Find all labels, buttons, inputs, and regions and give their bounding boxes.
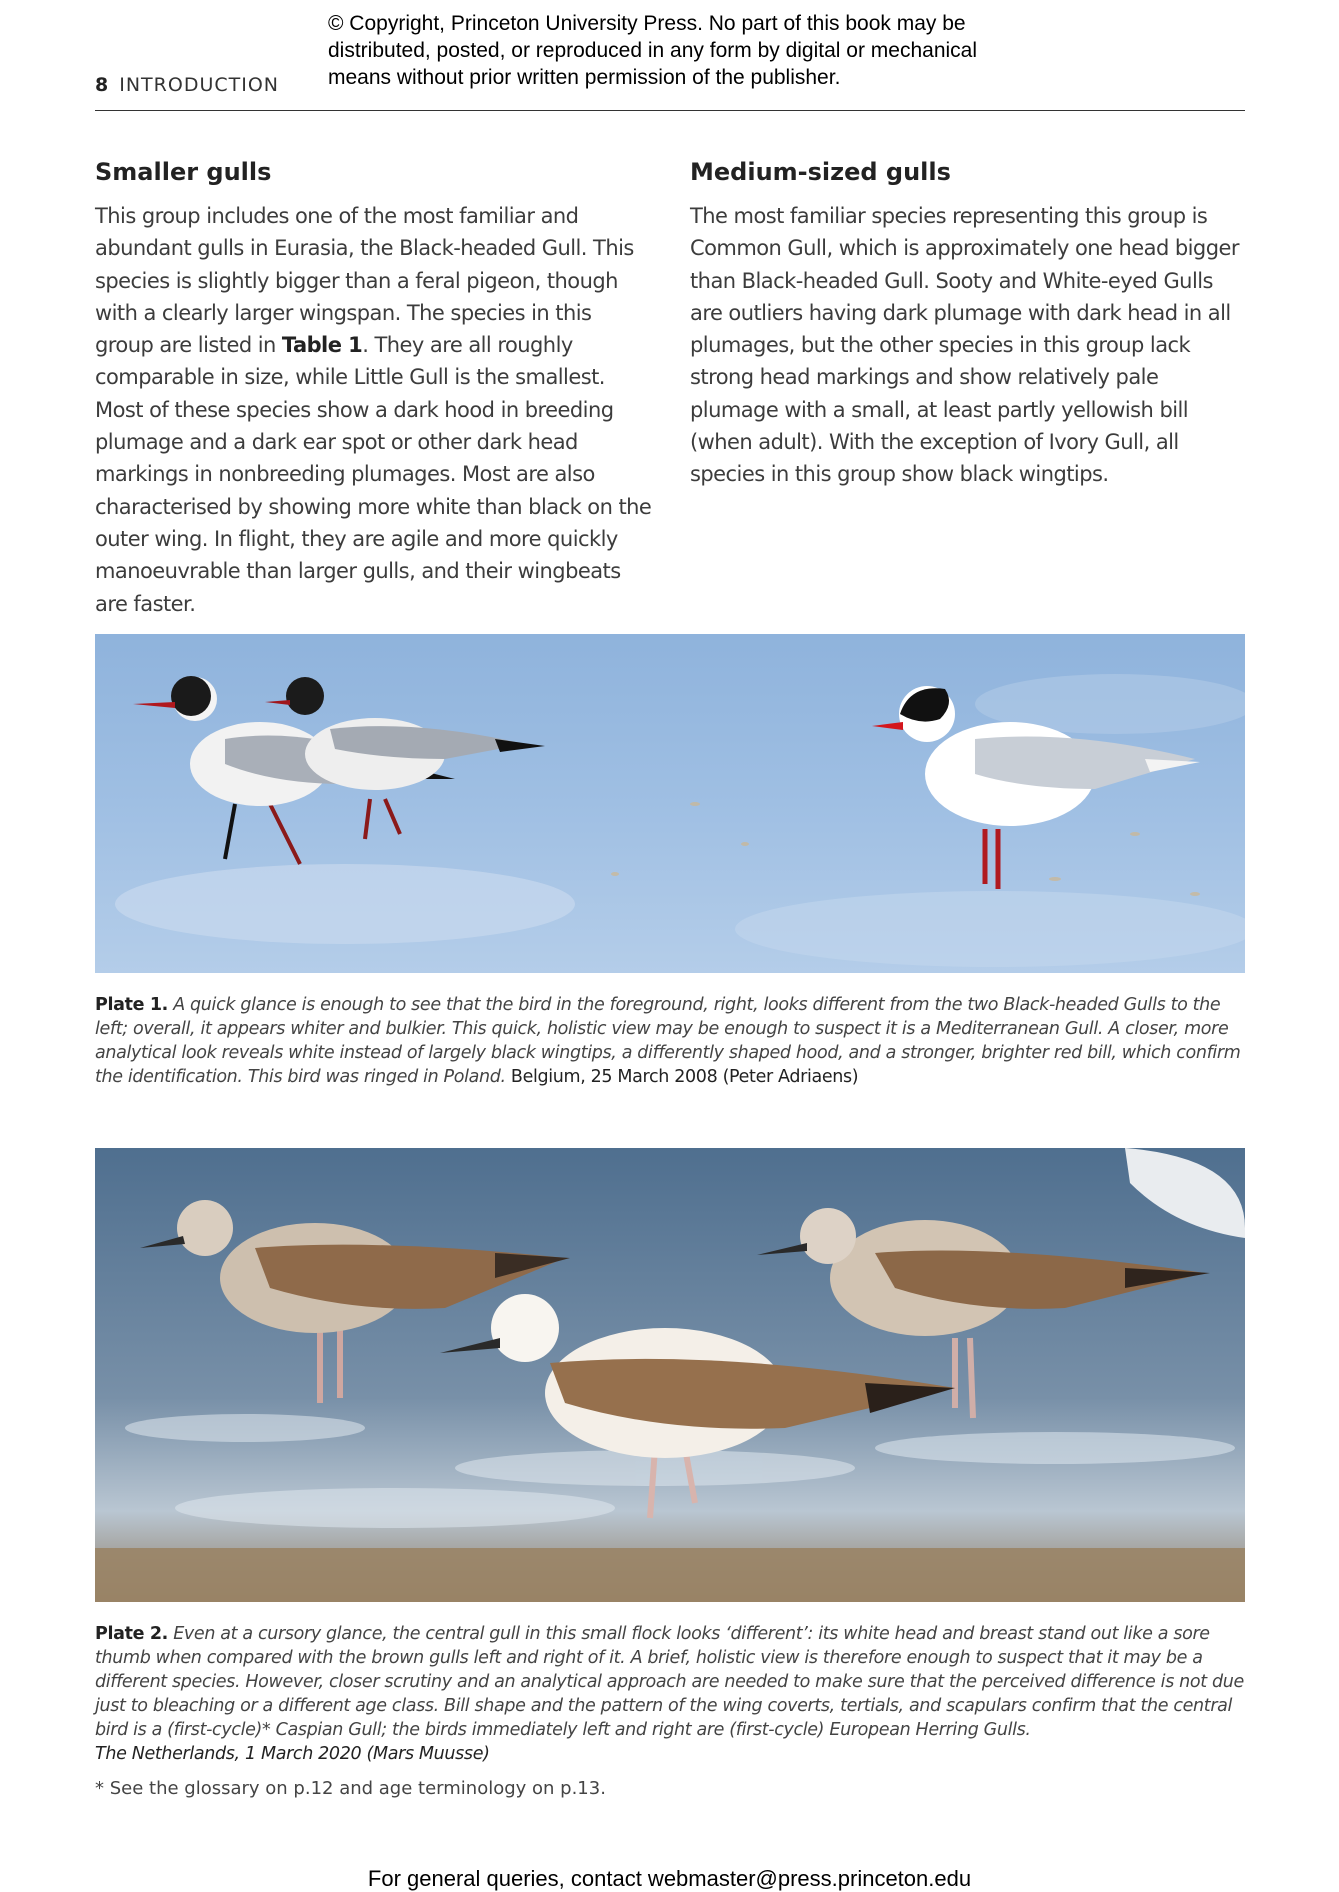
caption-label: Plate 2. xyxy=(95,1624,168,1644)
page-number: 8 xyxy=(95,74,110,96)
section-paragraph: The most familiar species representing this group is Common Gull, which is approximately one head bigger than Black-headed Gull. Sooty and White-eyed Gulls are outliers having dark plumage with dark head in all plumages, but the other species in this group lack strong head markings and show relatively pale plumage with a small, at least partly yellowish bill (when adult). With the exception of Ivory Gull, all species in this group show black wingtips. xyxy=(690,204,1239,487)
footnote: * See the glossary on p.12 and age terminology on p.13. xyxy=(95,1778,606,1799)
medium-gulls-section xyxy=(690,158,1250,491)
section-heading: Smaller gulls xyxy=(95,158,272,186)
copyright-notice xyxy=(328,10,1088,91)
plate-1-photo xyxy=(95,634,1245,973)
caption-label: Plate 1. xyxy=(95,995,168,1015)
copyright-line: © Copyright, Princeton University Press. No part of this book may be xyxy=(328,12,966,35)
caption-text: Even at a cursory glance, the central gull in this small flock looks ‘different’: its white head and breast stand out like a sore thumb when compared with the brown gulls left and right of it. A brief, holistic view is therefore enough to suspect that it may be a different species. However, closer scrutiny and an analytical approach are needed to make sure that the perceived difference is not due just to bleaching or a different age class. Bill shape and the pattern of the wing coverts, tertials, and scapulars confirm that the central bird is a (first-cycle)* Caspian Gull; the birds immediately left and right are (first-cycle) European Herring Gulls. xyxy=(95,1624,1244,1740)
plate-1-caption xyxy=(95,993,1245,1089)
section-heading: Medium-sized gulls xyxy=(690,158,951,186)
plate-2-caption xyxy=(95,1622,1245,1766)
copyright-line: distributed, posted, or reproduced in any form by digital or mechanical xyxy=(328,39,978,62)
footer-contact: For general queries, contact webmaster@press.princeton.edu xyxy=(367,1866,972,1891)
plate-2-photo xyxy=(95,1148,1245,1602)
section-title: INTRODUCTION xyxy=(119,74,279,96)
table-reference: Table 1 xyxy=(281,333,363,358)
photo-credit: The Netherlands, 1 March 2020 (Mars Muusse) xyxy=(95,1744,490,1764)
smaller-gulls-section xyxy=(95,158,655,620)
caption-text: A quick glance is enough to see that the bird in the foreground, right, looks different from the two Black-headed Gulls to the left; overall, it appears whiter and bulkier. This quick, holistic view may be enough to suspect it is a Mediterranean Gull. A closer, more analytical look reveals white instead of largely black wingtips, a differently shaped hood, and a stronger, brighter red bill, which confirm the identification. This bird was ringed in Poland. xyxy=(95,995,1241,1087)
copyright-line: means without prior written permission of the publisher. xyxy=(328,66,841,89)
photo-credit: Belgium, 25 March 2008 (Peter Adriaens) xyxy=(510,1067,859,1087)
running-head xyxy=(95,74,279,96)
header-divider xyxy=(95,110,1245,111)
section-paragraph: This group includes one of the most familiar and abundant gulls in Eurasia, the Black-headed Gull. This species is slightly bigger than a feral pigeon, though with a clearly larger wingspan. The species in this group are listed in Table 1. They are all roughly comparable in size, while Little Gull is the smallest. Most of these species show a dark hood in breeding plumage and a dark ear spot or other dark head markings in nonbreeding plumages. Most are also characterised by showing more white than black on the outer wing. In flight, they are agile and more quickly manoeuvrable than larger gulls, and their wingbeats are faster. xyxy=(95,204,652,616)
